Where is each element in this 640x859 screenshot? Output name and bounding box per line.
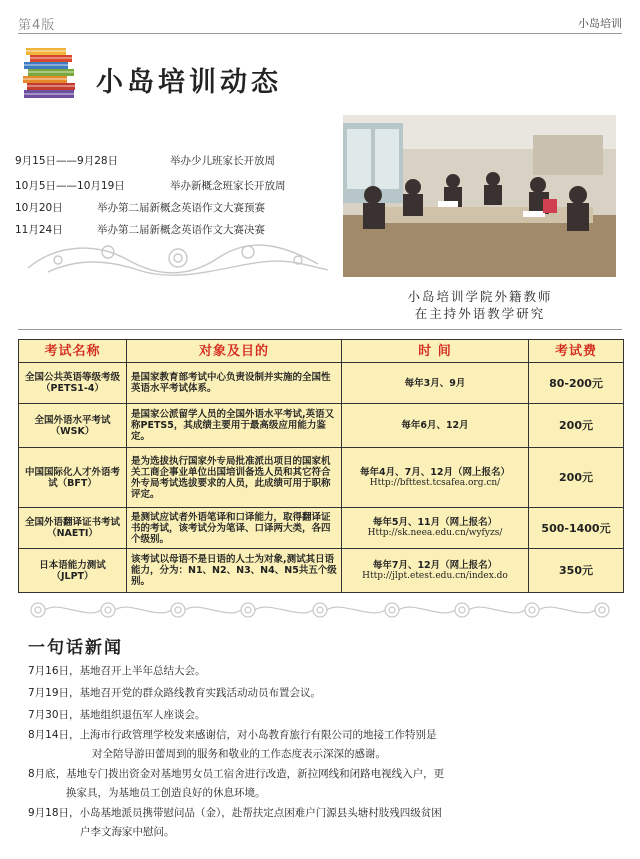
exam-time <box>342 508 529 549</box>
schedule-item <box>15 222 345 237</box>
exam-fee: 200元 <box>529 404 624 448</box>
news-date: 7月19日 <box>28 687 70 699</box>
exam-time-text: 每年7月、12月（网上报名） <box>372 559 498 571</box>
table-row <box>19 363 624 404</box>
exam-description: 是为选拔执行国家外专局批准派出项目的国家机关工商企事业单位出国培训备选人员和其它符合外专局考试选拔要求的人员，此成绩可用于职称评定。 <box>127 448 342 508</box>
ornament-band <box>18 596 622 624</box>
table-header-row <box>19 340 624 363</box>
column-header: 对象及目的 <box>127 340 342 363</box>
news-item <box>28 663 628 680</box>
exam-name: 全国外语水平考试（WSK） <box>19 404 127 448</box>
exam-name: 中国国际化人才外语考试（BFT） <box>19 448 127 508</box>
caption-line: 小岛培训学院外籍教师 <box>407 289 553 304</box>
schedule-date: 11月24日 <box>15 224 63 236</box>
exam-time-text: 每年6月、12月 <box>401 420 469 431</box>
schedule-event: 举办少儿班家长开放周 <box>170 155 275 167</box>
news-item <box>28 685 628 702</box>
table-row <box>19 549 624 593</box>
table-row <box>19 508 624 549</box>
schedule-item <box>15 153 345 168</box>
top-divider <box>18 33 622 34</box>
floral-ornament <box>18 238 338 280</box>
exam-time <box>342 448 529 508</box>
schedule-date: 9月15日——9月28日 <box>15 155 119 167</box>
schedule-event: 举办新概念班家长开放周 <box>170 180 286 192</box>
news-text: ，小岛基地派员携带慰问品（金），赴帮扶定点困难户门源县头塘村肢残四级贫困 <box>69 807 442 819</box>
news-text-continued: 对全陪导游田蕾周到的服务和敬业的工作态度表示深深的感谢。 <box>92 748 386 760</box>
schedule-event: 举办第二届新概念英语作文大赛预赛 <box>97 202 265 214</box>
exam-time <box>342 404 529 448</box>
exam-name: 全国外语翻译证书考试（NAETI） <box>19 508 127 549</box>
exam-fee: 350元 <box>529 549 624 593</box>
exam-description: 是国家公派留学人员的全国外语水平考试,英语又称PETS5，其成绩主要用于最高级应用能力鉴定。 <box>127 404 342 448</box>
exam-description: 是国家教育部考试中心负责设制并实施的全国性英语水平考试体系。 <box>127 363 342 404</box>
column-header: 考试费 <box>529 340 624 363</box>
exam-url: Http://sk.neea.edu.cn/wyfyzs/ <box>367 528 503 538</box>
exam-description: 该考试以母语不是日语的人士为对象,测试其日语能力，分为：N1、N2、N3、N4、N5共五个级别。 <box>127 549 342 593</box>
schedule-date: 10月5日——10月19日 <box>15 180 125 192</box>
news-item <box>28 766 628 802</box>
schedule-date: 10月20日 <box>15 202 63 214</box>
exam-time-text: 每年4月、7月、12月（网上报名） <box>360 466 510 478</box>
exam-time-text: 每年3月、9月 <box>404 377 466 389</box>
news-date: 8月底 <box>28 768 56 780</box>
classroom-photo <box>343 115 616 277</box>
exam-description: 是测试应试者外语笔译和口译能力，取得翻译证书的考试，该考试分为笔译、口译两大类，各四个级别。 <box>127 508 342 549</box>
column-header: 时 间 <box>342 340 529 363</box>
news-item <box>28 805 628 841</box>
page-title: 小岛培训动态 <box>96 67 282 98</box>
caption-line: 在主持外语教学研究 <box>414 306 546 321</box>
exam-time <box>342 549 529 593</box>
news-title: 一句话新闻 <box>28 638 123 658</box>
exam-time-text: 每年5月、11月（网上报名） <box>372 517 498 528</box>
page-number: 第4版 <box>18 18 56 33</box>
news-text-continued: 户李文海家中慰问。 <box>80 826 175 838</box>
exam-url: Http://bfttest.tcsafea.org.cn/ <box>369 477 501 488</box>
exam-name: 日本语能力测试（JLPT） <box>19 549 127 593</box>
news-item <box>28 707 628 724</box>
column-header: 考试名称 <box>19 340 127 363</box>
schedule-item <box>15 200 345 215</box>
news-date: 9月18日 <box>28 807 70 819</box>
news-text: ，基地专门拨出资金对基地男女员工宿舍进行改造，新拉网线和闭路电视线入户，更 <box>55 768 445 780</box>
news-date: 7月16日 <box>28 665 70 677</box>
news-date: 7月30日 <box>28 709 70 721</box>
news-text-continued: 换家具，为基地员工创造良好的休息环境。 <box>66 787 266 799</box>
section-name: 小岛培训 <box>578 17 622 30</box>
photo-caption <box>360 288 600 322</box>
exam-fee: 80-200元 <box>529 363 624 404</box>
schedule-event: 举办第二届新概念英语作文大赛决赛 <box>97 224 265 236</box>
news-date: 8月14日 <box>28 729 70 741</box>
exam-fee: 200元 <box>529 448 624 508</box>
exam-url: Http://jlpt.etest.edu.cn/index.do <box>362 570 508 581</box>
exam-table <box>18 339 624 593</box>
exam-fee: 500-1400元 <box>529 508 624 549</box>
news-item <box>28 727 628 763</box>
exam-name: 全国公共英语等级考级（PETS1-4） <box>19 363 127 404</box>
news-text: ，基地召开上半年总结大会。 <box>69 665 206 677</box>
table-row <box>19 404 624 448</box>
news-text: ，基地召开党的群众路线教育实践活动动员布置会议。 <box>69 687 322 699</box>
news-text: ，基地组织退伍军人座谈会。 <box>69 709 206 721</box>
schedule-item <box>15 178 345 193</box>
section-divider <box>18 329 622 330</box>
book-stack-icon <box>20 44 84 104</box>
news-text: ，上海市行政管理学校发来感谢信，对小岛教育旅行有限公司的地接工作特别是 <box>69 729 437 741</box>
exam-time <box>342 363 529 404</box>
table-row <box>19 448 624 508</box>
